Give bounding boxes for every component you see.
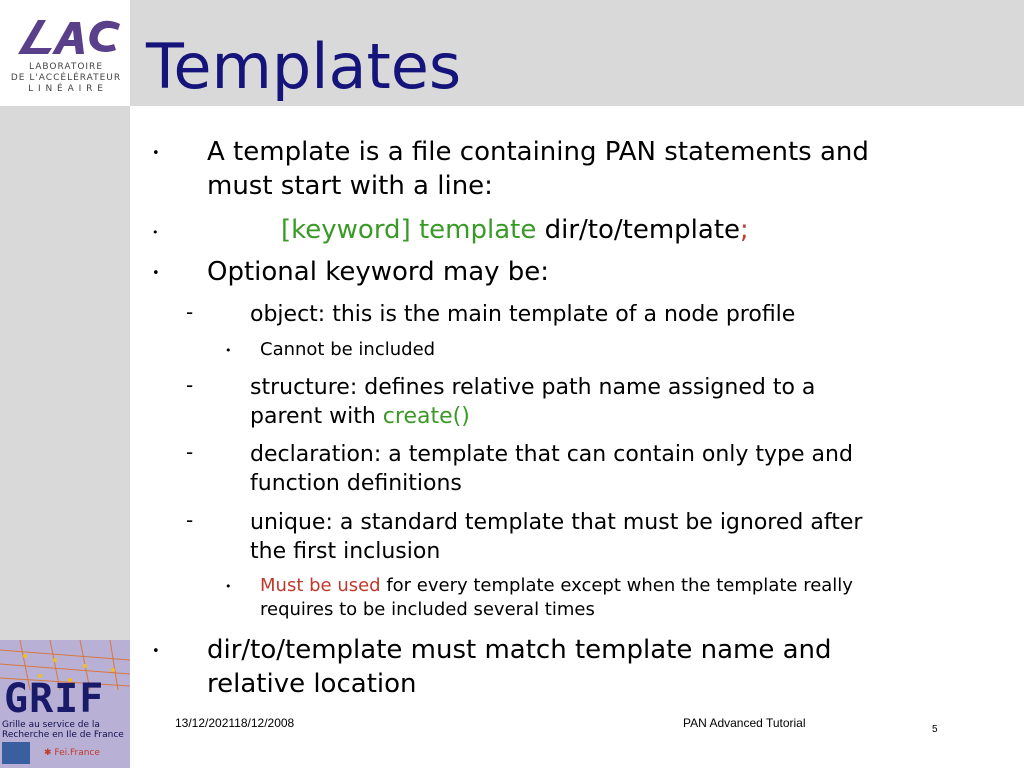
paragraph-1-line1: A template is a file containing PAN statements and xyxy=(207,137,869,167)
dash-marker: - xyxy=(186,300,194,324)
paragraph-2: Optional keyword may be: xyxy=(207,257,550,287)
footer-title: PAN Advanced Tutorial xyxy=(683,716,806,730)
unique-subitem-rest: for every template except when the template really xyxy=(380,575,853,596)
logo-text-line3: L I N É A I R E xyxy=(28,84,104,94)
grif-subtitle-1: Grille au service de la xyxy=(2,720,100,730)
bullet-dot: • xyxy=(152,226,159,239)
egee-logo-icon xyxy=(2,742,30,764)
structure-item-line1: structure: defines relative path name assigned to a xyxy=(250,375,816,400)
bullet-dot: • xyxy=(152,644,160,659)
logo-text-line2: DE L'ACCÉLÉRATEUR xyxy=(10,73,122,83)
grif-subtitle-3: ✱ Fei.France xyxy=(44,748,100,758)
logo-text-line1: LABORATOIRE xyxy=(29,62,103,72)
must-be-used-text: Must be used xyxy=(260,575,381,596)
bullet-dot: • xyxy=(225,344,232,357)
slide-title: Templates xyxy=(146,30,462,103)
declaration-item-line1: declaration: a template that can contain only type and xyxy=(250,442,853,467)
object-item: object: this is the main template of a node profile xyxy=(250,302,796,327)
footer-page-number: 5 xyxy=(932,724,938,735)
unique-subitem-line2: requires to be included several times xyxy=(260,599,595,620)
structure-line2-text: parent with xyxy=(250,404,383,429)
unique-item-line2: the first inclusion xyxy=(250,539,441,564)
dash-marker: - xyxy=(186,440,194,464)
bullet-dot: • xyxy=(225,580,232,593)
footer-date: 13/12/202118/12/2008 xyxy=(175,716,295,730)
grif-logo xyxy=(0,640,130,768)
syntax-path: dir/to/template xyxy=(536,215,741,245)
structure-item-line2 xyxy=(250,402,470,431)
syntax-keyword: [keyword] template xyxy=(281,215,537,245)
dash-marker: - xyxy=(186,508,194,532)
syntax-semicolon: ; xyxy=(740,215,749,245)
bullet-dot: • xyxy=(152,146,160,161)
paragraph-1-line2: must start with a line: xyxy=(207,171,493,201)
object-subitem: Cannot be included xyxy=(260,339,436,360)
bullet-dot: • xyxy=(152,266,160,281)
paragraph-3-line2: relative location xyxy=(207,669,417,699)
paragraph-3-line1: dir/to/template must match template name and xyxy=(207,635,832,665)
create-function: create() xyxy=(382,404,470,429)
unique-subitem-line1 xyxy=(260,574,853,598)
syntax-line xyxy=(281,213,749,247)
declaration-item-line2: function definitions xyxy=(250,471,462,496)
grif-subtitle-2: Recherche en Ile de France xyxy=(2,730,124,740)
grif-wordmark: GRIF xyxy=(4,676,105,722)
unique-item-line1: unique: a standard template that must be ignored after xyxy=(250,510,863,535)
dash-marker: - xyxy=(186,373,194,397)
